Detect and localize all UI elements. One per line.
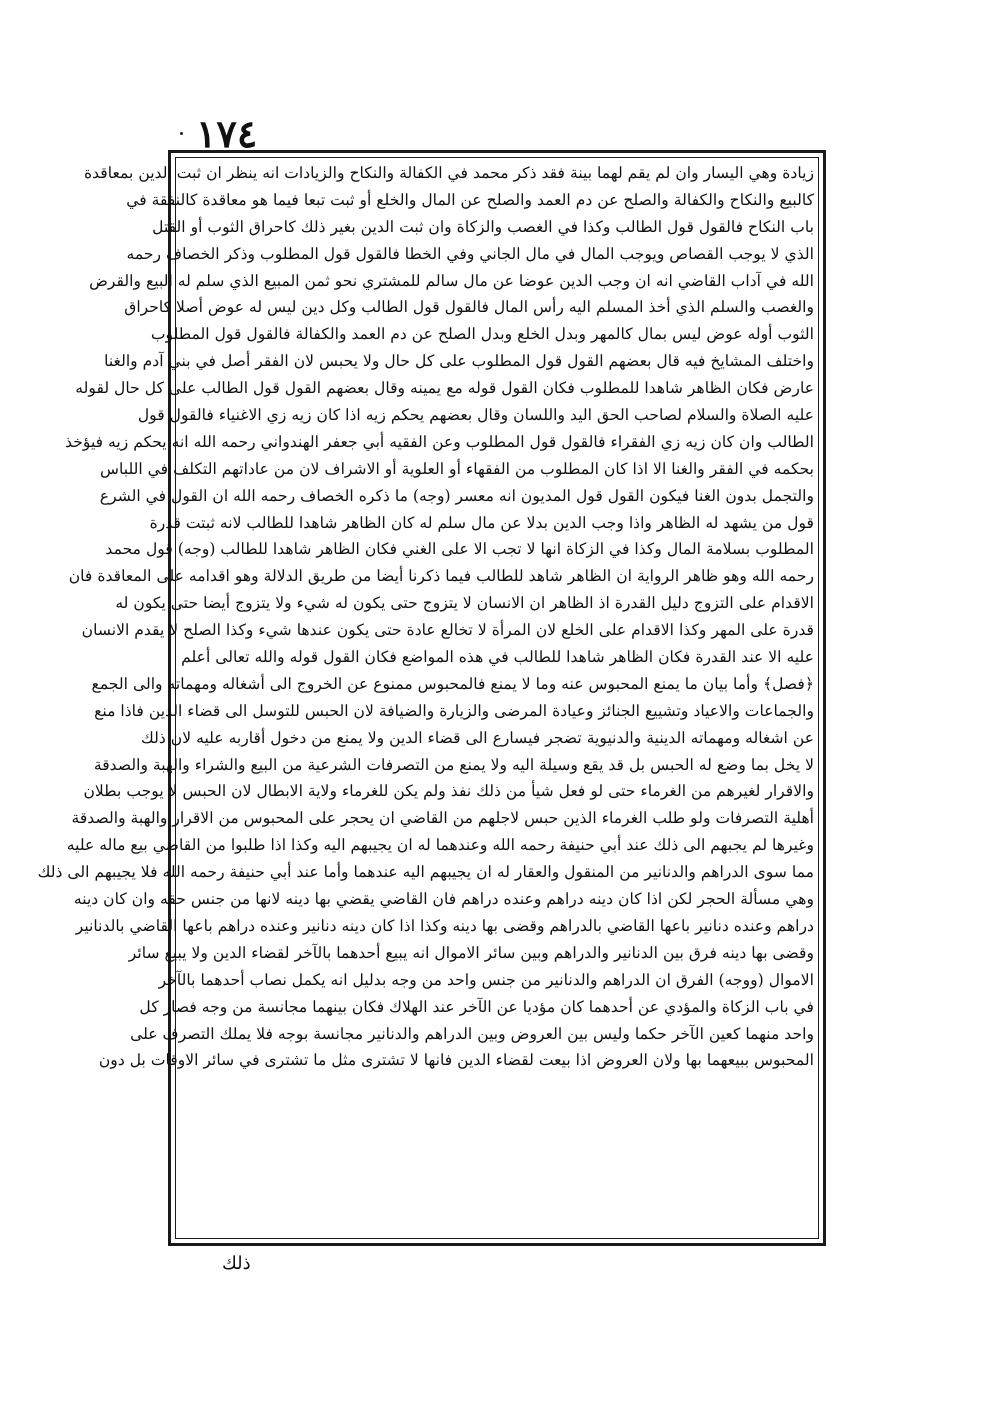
text-line: وهي مسألة الحجر لكن اذا كان دينه دراهم وعنده دراهم فان القاضي يقضي بها دينه لانها من جنس حقه وان كان دينه	[73, 890, 814, 909]
text-line: كالبيع والنكاح والكفالة والصلح عن دم العمد والصلح عن المال والخلع أو ثبت تبعا فيما هو معاقدة كالنفقة في	[126, 190, 814, 209]
text-line: المحبوس ببيعهما بها ولان العروض اذا بيعت لقضاء الدين فانها لا تشترى مثل ما تشترى في سائر الاوقات بل دون	[98, 1051, 814, 1070]
text-line: والغصب والسلم الذي أخذ المسلم اليه رأس المال فالقول قول الطالب وكل دين ليس له عوض أصلا كاحراق	[124, 298, 814, 317]
text-line: وغيرها لم يجبهم الى ذلك عند أبي حنيفة رحمه الله وعندهما له ان يجيبهم اليه وكذا اذا طلبوا من القاضي بيع ماله عليه	[66, 836, 814, 855]
text-line: واحد منهما كعين الآخر حكما وليس بين العروض وبين الدراهم والدنانير مجانسة بوجه فلا يملك التصرف على	[130, 1024, 814, 1043]
catchword: ذلك	[222, 1253, 251, 1274]
page-number: ١٧٤	[196, 111, 258, 156]
text-line: واختلف المشايخ فيه قال بعضهم القول قول المطلوب على كل حال ولا يحبس لان الفقر أصل في بني آدم والغنا	[104, 352, 814, 371]
text-line: أهلية التصرفات ولو طلب الغرماء الذين حبس لاجلهم من القاضي ان يحجر على المحبوس من الاقرار والهبة والصدقة	[71, 809, 814, 828]
text-line: الطالب وان كان زيه زي الفقراء فالقول قول المطلوب وعن الفقيه أبي جعفر الهندواني رحمه الله انه يحكم زيه فيؤخذ	[65, 432, 814, 451]
text-line: الاقدام على التزوج دليل القدرة اذ الظاهر ان الانسان لا يتزوج حتى يكون له شيء ولا يتزوج أيضا حتى يكون له	[115, 594, 814, 613]
text-line: عليه الا عند القدرة فكان الظاهر شاهدا للطالب في هذه المواضع فكان القول قوله والله تعالى أعلم	[181, 648, 814, 667]
text-line: عليه الصلاة والسلام لصاحب الحق اليد واللسان وقال بعضهم يحكم زيه اذا كان زيه زي الاغنياء فالقول قول	[137, 406, 814, 425]
text-line: رحمه الله وهو ظاهر الرواية ان الظاهر شاهد للطالب فيما ذكرنا أيضا من طريق الدلالة وهو اقدامه على المعاقدة فان	[68, 567, 814, 586]
text-line: المطلوب بسلامة المال وكذا في الزكاة انها لا تجب الا على الغني فكان الظاهر شاهدا للطالب (وجه) قول محمد	[105, 540, 814, 559]
text-line: والاقرار لغيرهم من الغرماء حتى لو فعل شيأ من ذلك نفذ ولم يكن للغرماء ولاية الابطال لان الحبس لا يوجب بطلان	[83, 782, 814, 801]
body-text	[37, 160, 814, 1240]
text-line: والجماعات والاعياد وتشييع الجنائز وعيادة المرضى والزيارة والضيافة لان الحبس للتوسل الى قضاء الدين فاذا منع	[94, 701, 814, 720]
text-line: زيادة وهي اليسار وان لم يقم لهما بينة فقد ذكر محمد في الكفالة والنكاح والزيادات انه ينظر ان ثبت الدين بمعاقدة	[83, 164, 814, 182]
text-line: باب النكاح فالقول قول الطالب وكذا في الغصب والزكاة وان ثبت الدين بغير ذلك كاحراق الثوب أو القتل	[152, 217, 814, 236]
text-line: قول من يشهد له الظاهر واذا وجب الدين بدلا عن مال سلم له كان الظاهر شاهدا للطالب لانه ثبتت قدرة	[149, 513, 814, 532]
text-line: الاموال (ووجه) الفرق ان الدراهم والدنانير من جنس واحد من وجه بدليل انه يكمل نصاب أحدهما بالآخر	[158, 970, 814, 989]
text-line: في باب الزكاة والمؤدي عن أحدهما كان مؤديا عن الآخر عند الهلاك فكان بينهما مجانسة من وجه فصار كل	[139, 997, 814, 1016]
text-line: عن اشغاله ومهماته الدينية والدنيوية تضجر فيسارع الى قضاء الدين ولا يمنع من دخول أقاربه عليه لان ذلك	[140, 728, 814, 747]
section-heading-line: ﴿فصل﴾ وأما بيان ما يمنع المحبوس عنه وما لا يمنع فالمحبوس ممنوع عن الخروج الى أشغاله ومهماته والى الجمع	[91, 674, 814, 693]
text-line: والتجمل بدون الغنا فيكون القول قول المديون انه معسر (وجه) ما ذكره الخصاف رحمه الله ان القول في الشرع	[99, 486, 814, 505]
text-line: مما سوى الدراهم والدنانير من المنقول والعقار له ان يجيبهم اليه عندهما وأما عند أبي حنيفة رحمه الله فلا يجيبهم الى ذلك	[37, 863, 814, 882]
margin-dot	[180, 132, 183, 135]
text-line: الثوب أوله عوض ليس بمال كالمهر وبدل الخلع وبدل الصلح عن دم العمد والكفالة فالقول قول المطلوب	[150, 325, 814, 344]
text-line: وقضى بها دينه فرق بين الدنانير والدراهم وبين سائر الاموال انه يبيع أحدهما بالآخر لقضاء الدين ولا يبيع سائر	[128, 943, 814, 962]
text-line: لا يخل بما وضع له الحبس بل قد يقع وسيلة اليه ولا يمنع من التصرفات الشرعية من البيع والشراء والهبة والصدقة	[93, 755, 814, 774]
text-line: قدرة على المهر وكذا الاقدام على الخلع لان المرأة لا تخالع عادة حتى يكون عندها شيء وكذا الصلح لا يقدم الانسان	[81, 621, 814, 640]
text-line: الذي لا يوجب القصاص ويوجب المال في مال الجاني وفي الخطا فالقول قول المطلوب وذكر الخصاف رحمه	[126, 244, 814, 263]
text-line: عارض فكان الظاهر شاهدا للمطلوب فكان القول قوله مع يمينه وقال بعضهم القول قول الطالب على كل حال لقوله	[75, 379, 814, 398]
text-line: الله في آداب القاضي انه ان وجب الدين عوضا عن مال سالم للمشتري نحو ثمن المبيع الذي سلم له البيع والقرض	[89, 271, 814, 290]
text-line: بحكمه في الفقر والغنا الا اذا كان المطلوب من الفقهاء أو العلوية أو الاشراف لان من عاداتهم التكلف في اللباس	[99, 459, 814, 478]
text-line: دراهم وعنده دنانير باعها القاضي بالدراهم وقضى بها دينه وكذا اذا كان دينه دنانير وعنده دراهم باعها القاضي بالدنانير	[75, 916, 814, 935]
